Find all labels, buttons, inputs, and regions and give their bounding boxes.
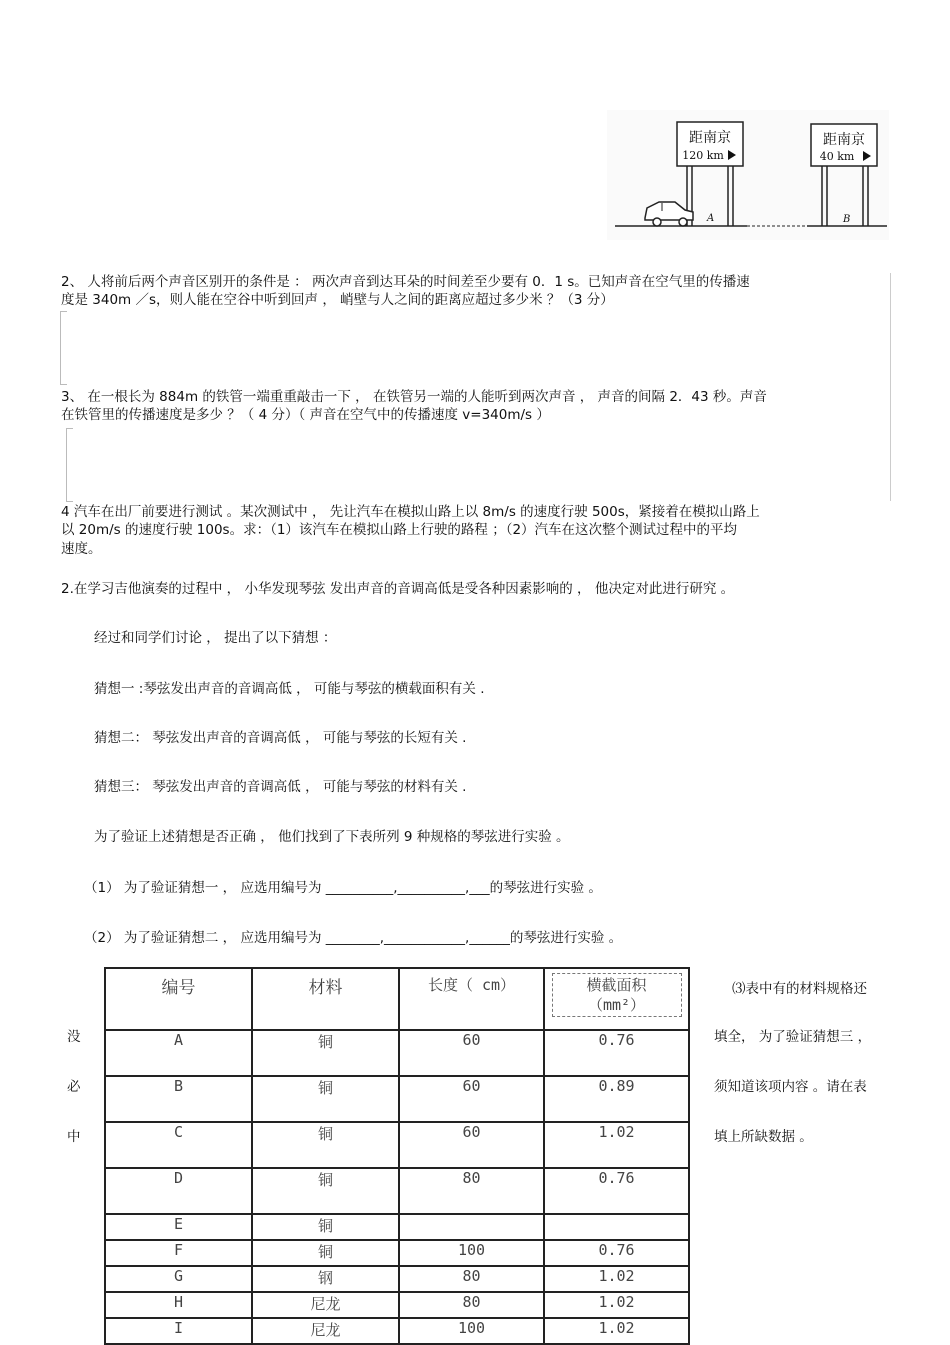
cell-length: 80 xyxy=(399,1266,544,1292)
q4-line2: 以 20m/s 的速度行驶 100s。求：（1）该汽车在模拟山路上行驶的路程 ；（2）汽车在这次整个测试过程中的平均 xyxy=(61,522,738,538)
cell-length xyxy=(399,1214,544,1240)
cell-length: 80 xyxy=(399,1292,544,1318)
cell-length: 80 xyxy=(399,1168,544,1214)
left-margin-char: 中 xyxy=(67,1129,81,1145)
cell-area: 0.76 xyxy=(544,1030,689,1076)
cell-id: D xyxy=(105,1168,252,1214)
q4-line3: 速度。 xyxy=(61,541,102,557)
guess-2: 猜想二： 琴弦发出声音的音调高低 ， 可能与琴弦的长短有关 . xyxy=(94,730,467,746)
sub-question-3-line2: 填全， 为了验证猜想三 ， xyxy=(714,1029,872,1045)
cell-length: 60 xyxy=(399,1030,544,1076)
table-row xyxy=(105,1266,689,1292)
table-row xyxy=(105,1318,689,1344)
answer-space-bracket xyxy=(60,311,67,385)
cell-material: 钢 xyxy=(252,1266,399,1292)
left-margin-char: 没 xyxy=(67,1029,81,1045)
cell-length: 100 xyxy=(399,1318,544,1344)
cell-id: B xyxy=(105,1076,252,1122)
table-row xyxy=(105,1168,689,1214)
sign2-title: 距南京 xyxy=(823,132,865,148)
cell-length: 60 xyxy=(399,1122,544,1168)
sub-question-3-line1: ⑶表中有的材料规格还 xyxy=(732,981,867,997)
cell-material: 尼龙 xyxy=(252,1318,399,1344)
q2-line1: 2、 人将前后两个声音区别开的条件是 ： 两次声音到达耳朵的时间差至少要有 0．1 s。已知声音在空气里的传播速 xyxy=(61,274,750,290)
cell-area: 0.76 xyxy=(544,1240,689,1266)
guitar-discussion: 经过和同学们讨论 ， 提出了以下猜想 ： xyxy=(94,630,337,646)
header-area xyxy=(544,968,689,1030)
answer-space-bracket xyxy=(66,428,73,502)
q4-line1: 4 汽车在出厂前要进行测试 。某次测试中 ， 先让汽车在模拟山路上以 8m/s 的速度行驶 500s，紧接着在模拟山路上 xyxy=(61,504,760,520)
cell-area: 1.02 xyxy=(544,1318,689,1344)
table-row xyxy=(105,1292,689,1318)
q3-line2: 在铁管里的传播速度是多少 ？（ 4 分）（ 声音在空气中的传播速度 v=340m/s ） xyxy=(61,407,550,423)
sub-question-3-line4: 填上所缺数据 。 xyxy=(714,1129,813,1145)
cell-material: 铜 xyxy=(252,1030,399,1076)
cell-id: F xyxy=(105,1240,252,1266)
cell-id: I xyxy=(105,1318,252,1344)
cell-material: 尼龙 xyxy=(252,1292,399,1318)
road-sign-figure xyxy=(607,110,889,240)
cell-material: 铜 xyxy=(252,1214,399,1240)
sign1-title: 距南京 xyxy=(689,130,731,146)
cell-id: G xyxy=(105,1266,252,1292)
cell-length: 60 xyxy=(399,1076,544,1122)
cell-id: H xyxy=(105,1292,252,1318)
cell-material: 铜 xyxy=(252,1122,399,1168)
table-header-row xyxy=(105,968,689,1030)
cell-area: 0.76 xyxy=(544,1168,689,1214)
cell-material: 铜 xyxy=(252,1076,399,1122)
table-row xyxy=(105,1214,689,1240)
cell-area: 1.02 xyxy=(544,1122,689,1168)
cell-id: A xyxy=(105,1030,252,1076)
label-a: A xyxy=(707,213,715,224)
left-margin-char: 必 xyxy=(67,1079,81,1095)
label-b: B xyxy=(843,214,851,225)
guess-3: 猜想三： 琴弦发出声音的音调高低 ， 可能与琴弦的材料有关 . xyxy=(94,779,467,795)
sign1-distance: 120 km xyxy=(682,149,724,162)
cell-area: 1.02 xyxy=(544,1266,689,1292)
cell-length: 100 xyxy=(399,1240,544,1266)
sub-question-2: （2） 为了验证猜想二 ， 应选用编号为 ________,____________,______的琴弦进行实验 。 xyxy=(84,930,623,946)
header-id: 编号 xyxy=(105,968,252,1030)
guitar-intro: 2.在学习吉他演奏的过程中 ， 小华发现琴弦 发出声音的音调高低是受各种因素影响的 ， 他决定对此进行研究 。 xyxy=(61,581,735,597)
header-area-label: 横截面积 （mm²） xyxy=(552,973,682,1017)
q3-line1: 3、 在一根长为 884m 的铁管一端重重敲击一下 ， 在铁管另一端的人能听到两次声音 ， 声音的间隔 2．43 秒。声音 xyxy=(61,389,767,405)
table-row xyxy=(105,1076,689,1122)
verify-intro: 为了验证上述猜想是否正确 ， 他们找到了下表所列 9 种规格的琴弦进行实验 。 xyxy=(94,829,570,845)
sign2-distance: 40 km xyxy=(819,150,855,163)
cell-id: C xyxy=(105,1122,252,1168)
sub-question-3-line3: 须知道该项内容 。请在表 xyxy=(714,1079,867,1095)
cell-material: 铜 xyxy=(252,1240,399,1266)
cell-area: 1.02 xyxy=(544,1292,689,1318)
table-row xyxy=(105,1240,689,1266)
header-material: 材料 xyxy=(252,968,399,1030)
cell-area xyxy=(544,1214,689,1240)
cell-id: E xyxy=(105,1214,252,1240)
guess-1: 猜想一 :琴弦发出声音的音调高低 ， 可能与琴弦的横载面积有关 . xyxy=(94,681,485,697)
sub-question-1: （1） 为了验证猜想一 ， 应选用编号为 __________,__________,___的琴弦进行实验 。 xyxy=(84,880,602,896)
cell-material: 铜 xyxy=(252,1168,399,1214)
table-row xyxy=(105,1122,689,1168)
q2-line2: 度是 340m ／s，则人能在空谷中听到回声 ， 峭壁与人之间的距离应超过多少米 ？（3 分） xyxy=(61,292,614,308)
table-row xyxy=(105,1030,689,1076)
string-spec-table xyxy=(104,967,690,1345)
header-length: 长度（ cm） xyxy=(399,968,544,1030)
right-margin-rule xyxy=(890,273,891,501)
cell-area: 0.89 xyxy=(544,1076,689,1122)
